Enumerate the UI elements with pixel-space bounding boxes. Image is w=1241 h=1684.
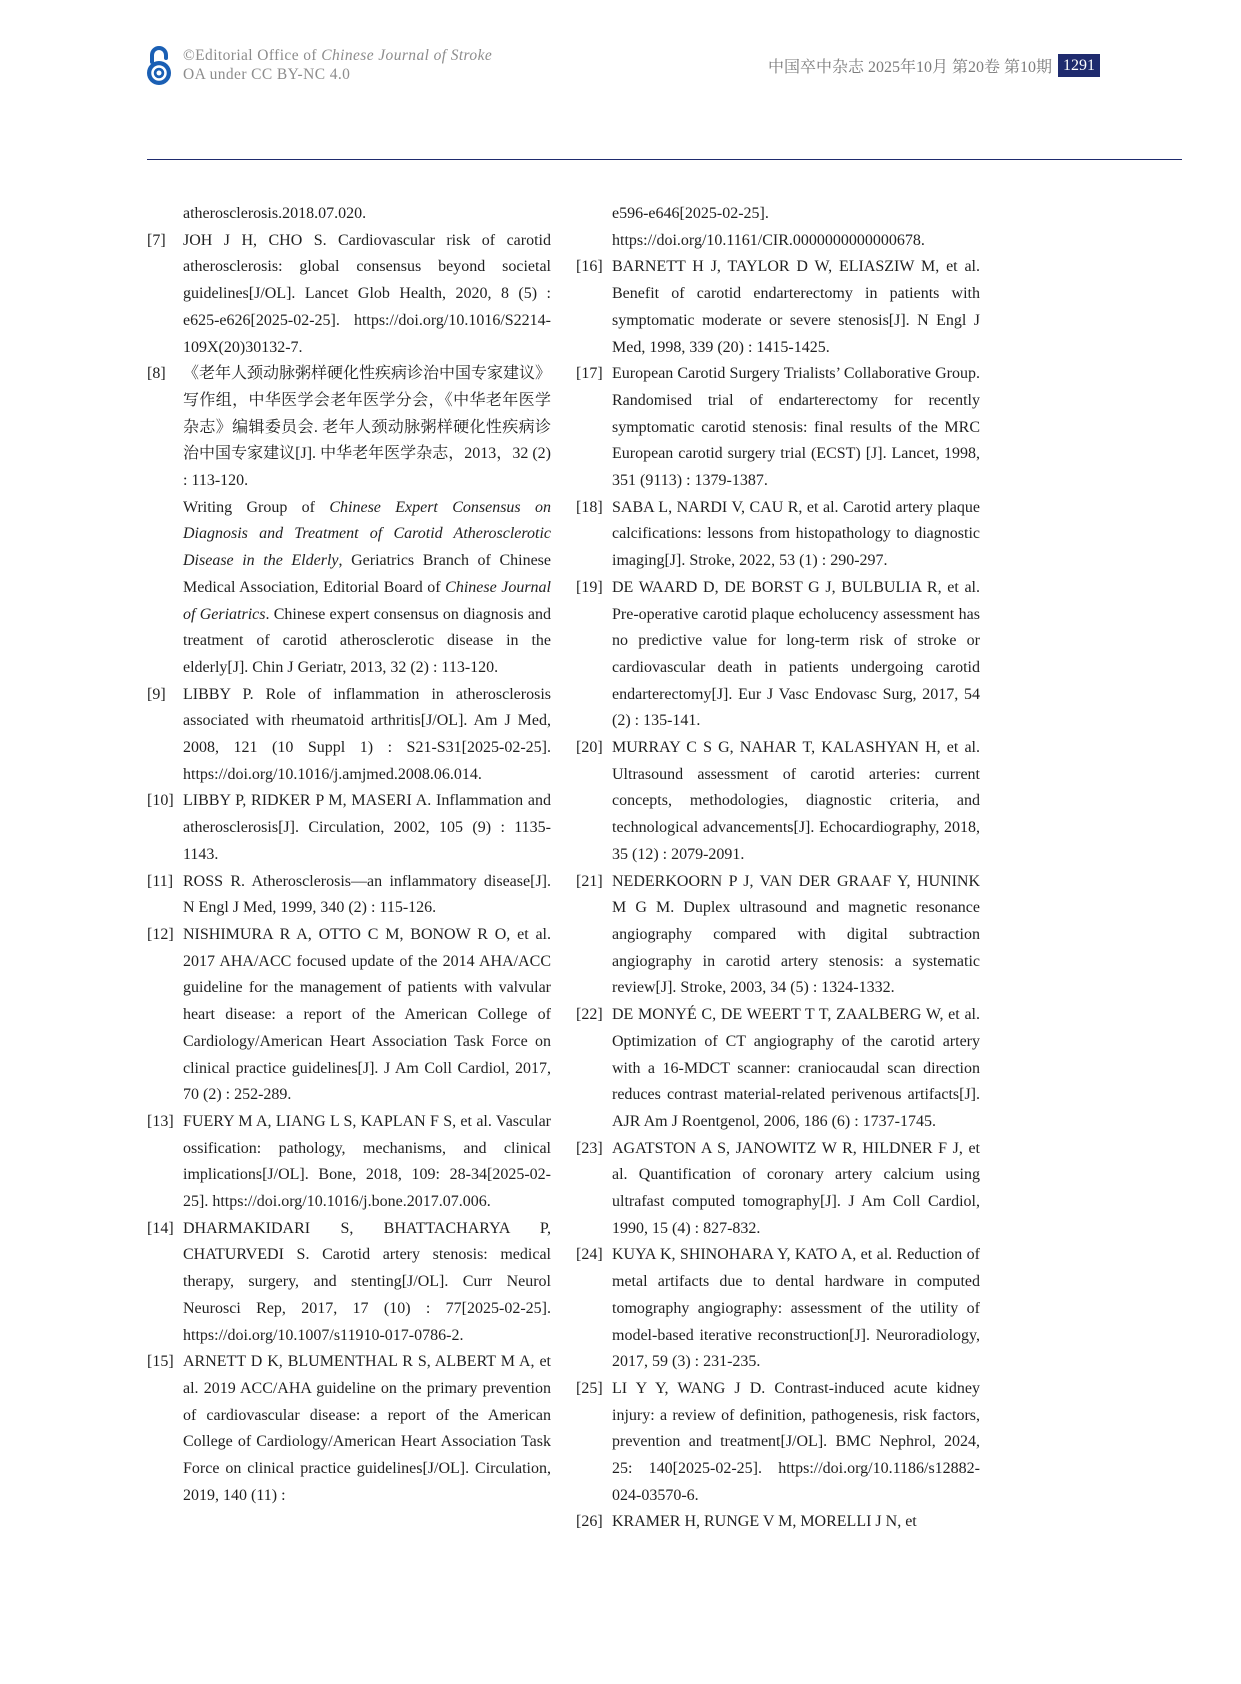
reference-text: SABA L, NARDI V, CAU R, et al. Carotid artery plaque calcifications: lessons from histopathology to diagnostic imaging[J]. Stroke, 2022, 53 (1) : 290-297. <box>612 498 980 570</box>
reference-text: 《老年人颈动脉粥样硬化性疾病诊治中国专家建议》写作组，中华医学会老年医学分会，《中华老年医学杂志》编辑委员会. 老年人颈动脉粥样硬化性疾病诊治中国专家建议[J]. 中华老年医学杂志，2013，32 (2) : 113-120. <box>183 365 552 490</box>
reference-item <box>147 228 551 362</box>
reference-text: DHARMAKIDARI S, BHATTACHARYA P, CHATURVEDI S. Carotid artery stenosis: medical therapy, surgery, and stenting[J/OL]. Curr Neurol Neurosci Rep, 2017, 17 (10) : 77[2025-02-25]. https://doi.org/10.1007/s11910-017-0786-2. <box>183 1219 551 1344</box>
reference-number: [22] <box>576 1006 603 1024</box>
reference-item <box>576 1509 980 1536</box>
journal-citation <box>768 54 1100 77</box>
reference-number: [21] <box>576 872 603 890</box>
reference-item <box>576 1136 980 1243</box>
reference-text: JOH J H, CHO S. Cardiovascular risk of carotid atherosclerosis: global consensus beyond societal guidelines[J/OL]. Lancet Glob Health, 2020, 8 (5) : e625-e626[2025-02-25]. https://doi.org/10.1016/S2214-109X(20)30132-7. <box>183 231 551 356</box>
reference-text: AGATSTON A S, JANOWITZ W R, HILDNER F J, et al. Quantification of coronary artery calcium using ultrafast computed tomography[J]. J Am Coll Cardiol, 1990, 15 (4) : 827-832. <box>612 1139 980 1237</box>
reference-number: [10] <box>147 792 174 810</box>
page-header <box>0 0 1241 162</box>
reference-number: [7] <box>147 231 166 249</box>
reference-item <box>576 735 980 869</box>
reference-number: [20] <box>576 739 603 757</box>
reference-text: LIBBY P. Role of inflammation in atherosclerosis associated with rheumatoid arthritis[J/OL]. Am J Med, 2008, 121 (10 Suppl 1) : S21-S31[2025-02-25]. https://doi.org/10.1016/j.amjmed.2008.06.014. <box>183 685 551 783</box>
reference-item <box>147 1109 551 1216</box>
reference-text: KRAMER H, RUNGE V M, MORELLI J N, et <box>612 1513 917 1531</box>
reference-number: [15] <box>147 1353 174 1371</box>
reference-number: [19] <box>576 578 603 596</box>
reference-note-text: , Geriatrics Branch of Chinese Medical Association, Editorial Board of <box>183 552 551 596</box>
reference-item <box>576 361 980 495</box>
reference-text: LI Y Y, WANG J D. Contrast-induced acute kidney injury: a review of definition, pathogenesis, risk factors, prevention and treatment[J/OL]. BMC Nephrol, 2024, 25: 140[2025-02-25]. https://doi.org/10.1186/s12882-024-03570-6. <box>612 1379 980 1504</box>
reference-item <box>576 1242 980 1376</box>
reference-number: [13] <box>147 1112 174 1130</box>
reference-text: LIBBY P, RIDKER P M, MASERI A. Inflammation and atherosclerosis[J]. Circulation, 2002, 105 (9) : 1135-1143. <box>183 792 551 863</box>
italic-title: Chinese Journal of Geriatrics <box>183 578 552 623</box>
reference-number: [9] <box>147 685 166 703</box>
reference-number: [12] <box>147 925 174 943</box>
reference-item <box>147 869 551 922</box>
reference-text: MURRAY C S G, NAHAR T, KALASHYAN H, et al. Ultrasound assessment of carotid arteries: current concepts, methodologies, diagnostic criteria, and technological advancements[J]. Echocardiography, 2018, 35 (12) : 2079-2091. <box>612 739 980 863</box>
license-prefix: ©Editorial Office of <box>183 47 322 64</box>
references-right-column <box>576 201 980 1536</box>
reference-item <box>576 1376 980 1510</box>
reference-number: [8] <box>147 365 166 383</box>
reference-text: ARNETT D K, BLUMENTHAL R S, ALBERT M A, et al. 2019 ACC/AHA guideline on the primary prevention of cardiovascular disease: a report of the American College of Cardiology/American Heart Association Task Force on clinical practice guidelines[J/OL]. Circulation, 2019, 140 (11) : <box>183 1353 551 1504</box>
reference-number: [16] <box>576 258 603 276</box>
references-left-column <box>147 201 551 1509</box>
journal-issue-info: 中国卒中杂志 2025年10月 第20卷 第10期 <box>767 59 1052 76</box>
reference-item <box>576 254 980 361</box>
reference-item <box>147 1216 551 1350</box>
page-number: 1291 <box>1058 54 1100 77</box>
reference-number: [25] <box>576 1379 603 1397</box>
license-line: OA under CC BY-NC 4.0 <box>183 66 351 83</box>
reference-text: NISHIMURA R A, OTTO C M, BONOW R O, et al. 2017 AHA/ACC focused update of the 2014 AHA/ACC guideline for the management of patients with valvular heart disease: a report of the American College of Cardiology/American Heart Association Task Force on clinical practice guidelines[J]. J Am Coll Cardiol, 2017, 70 (2) : 252-289. <box>183 925 551 1104</box>
reference-number: [17] <box>576 365 603 383</box>
reference-item <box>576 1002 980 1136</box>
header-rule <box>147 159 1182 160</box>
reference-number: [11] <box>147 872 174 890</box>
reference-text: atherosclerosis.2018.07.020. <box>183 205 367 222</box>
reference-text: e596-e646[2025-02-25]. https://doi.org/10.1161/CIR.0000000000000678. <box>612 205 925 249</box>
license-journal-name: Chinese Journal of Stroke <box>321 47 493 64</box>
reference-note-text: . Chinese expert consensus on diagnosis and treatment of carotid atherosclerotic disease in the elderly[J]. Chin J Geriatr, 2013, 32 (2) : 113-120. <box>183 605 552 676</box>
reference-item <box>147 1349 551 1509</box>
reference-item <box>147 788 551 868</box>
reference-item <box>147 682 551 789</box>
license-statement <box>183 46 492 84</box>
reference-continuation <box>576 201 980 254</box>
reference-continuation <box>147 201 551 228</box>
reference-item <box>147 361 551 681</box>
reference-translation <box>183 495 551 682</box>
reference-number: [23] <box>576 1139 603 1157</box>
reference-text: ROSS R. Atherosclerosis—an inflammatory disease[J]. N Engl J Med, 1999, 340 (2) : 115-126. <box>183 872 551 917</box>
reference-text: BARNETT H J, TAYLOR D W, ELIASZIW M, et al. Benefit of carotid endarterectomy in patients with symptomatic moderate or severe stenosis[J]. N Engl J Med, 1998, 339 (20) : 1415-1425. <box>612 258 980 356</box>
reference-text: KUYA K, SHINOHARA Y, KATO A, et al. Reduction of metal artifacts due to dental hardware in computed tomography angiography: assessment of the utility of model-based iterative reconstruction[J]. Neuroradiology, 2017, 59 (3) : 231-235. <box>612 1246 980 1371</box>
reference-text: DE MONYÉ C, DE WEERT T T, ZAALBERG W, et al. Optimization of CT angiography of the carotid artery with a 16-MDCT scanner: craniocaudal scan direction reduces contrast material-related perivenous artifacts[J]. AJR Am J Roentgenol, 2006, 186 (6) : 1737-1745. <box>612 1006 980 1130</box>
reference-text: NEDERKOORN P J, VAN DER GRAAF Y, HUNINK M G M. Duplex ultrasound and magnetic resonance angiography compared with digital subtraction angiography in carotid artery stenosis: a systematic review[J]. Stroke, 2003, 34 (5) : 1324-1332. <box>612 872 980 997</box>
reference-item <box>147 922 551 1109</box>
reference-text: FUERY M A, LIANG L S, KAPLAN F S, et al. Vascular ossification: pathology, mechanisms, and clinical implications[J/OL]. Bone, 2018, 109: 28-34[2025-02-25]. https://doi.org/10.1016/j.bone.2017.07.006. <box>183 1112 551 1211</box>
reference-text: DE WAARD D, DE BORST G J, BULBULIA R, et al. Pre-operative carotid plaque echolucency assessment has no predictive value for long-term risk of stroke or cardiovascular death in patients undergoing carotid endarterectomy[J]. Eur J Vasc Endovasc Surg, 2017, 54 (2) : 135-141. <box>612 578 980 730</box>
reference-number: [18] <box>576 498 603 516</box>
reference-number: [14] <box>147 1219 174 1237</box>
reference-note-text: Writing Group of <box>183 498 330 516</box>
reference-number: [26] <box>576 1513 603 1531</box>
reference-text: European Carotid Surgery Trialists’ Collaborative Group. Randomised trial of endarterectomy for recently symptomatic carotid stenosis: final results of the MRC European carotid surgery trial (ECST) [J]. Lancet, 1998, 351 (9113) : 1379-1387. <box>612 365 980 490</box>
reference-item <box>576 575 980 735</box>
reference-item <box>576 869 980 1003</box>
reference-number: [24] <box>576 1246 603 1264</box>
reference-item <box>576 495 980 575</box>
open-access-icon <box>144 45 174 87</box>
italic-title: Chinese Expert Consensus on Diagnosis and Treatment of Carotid Atherosclerotic Disease in the Elderly <box>183 498 551 570</box>
